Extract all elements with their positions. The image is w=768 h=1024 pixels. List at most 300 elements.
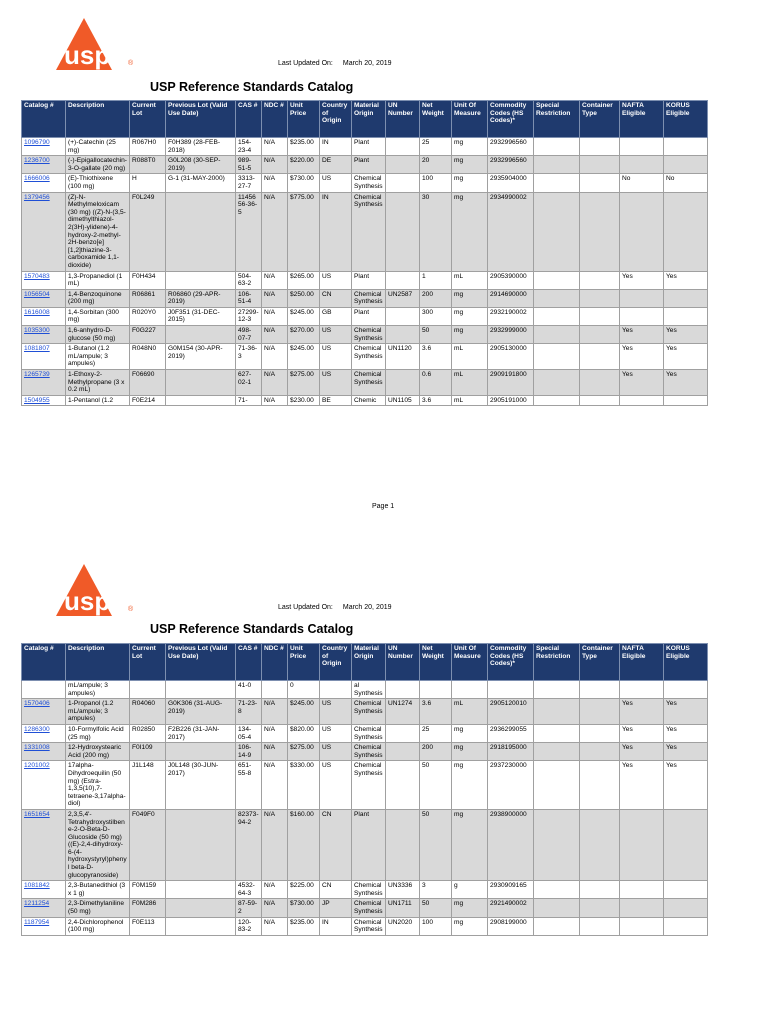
catalog-number-cell	[22, 174, 66, 192]
table-cell	[580, 326, 620, 344]
table-cell: Chemical Synthesis	[352, 917, 386, 935]
table-cell	[534, 156, 580, 174]
table-cell: Chemical Synthesis	[352, 761, 386, 810]
column-header: Country of Origin	[320, 644, 352, 681]
table-cell: mg	[452, 138, 488, 156]
table-cell: 2,4-Dichlorophenol (100 mg)	[66, 917, 130, 935]
table-cell	[620, 899, 664, 917]
table-cell	[166, 326, 236, 344]
table-row	[22, 899, 708, 917]
table-cell	[534, 881, 580, 899]
column-header: CAS #	[236, 101, 262, 138]
column-header: Country of Origin	[320, 101, 352, 138]
table-cell: Yes	[620, 743, 664, 761]
table-row	[22, 761, 708, 810]
table-cell: US	[320, 174, 352, 192]
page-title: USP Reference Standards Catalog	[150, 80, 354, 94]
column-header: Special Restriction	[534, 644, 580, 681]
table-cell: N/A	[262, 344, 288, 370]
catalog-number-link[interactable]: 1651654	[24, 810, 50, 818]
table-cell: IN	[320, 917, 352, 935]
table-cell: 10-Formylfolic Acid (25 mg)	[66, 724, 130, 742]
table-cell: mg	[452, 326, 488, 344]
table-cell: JP	[320, 899, 352, 917]
table-cell: N/A	[262, 743, 288, 761]
table-cell: 27299-12-3	[236, 307, 262, 325]
table-cell: 120-83-2	[236, 917, 262, 935]
table-cell	[534, 761, 580, 810]
table-cell: $730.00	[288, 174, 320, 192]
table-cell: N/A	[262, 289, 288, 307]
table-cell: Yes	[664, 699, 708, 725]
last-updated	[278, 60, 392, 67]
usp-logo	[56, 564, 136, 616]
table-cell: 498-07-7	[236, 326, 262, 344]
table-cell: 2930909165	[488, 881, 534, 899]
table-cell: 1,4-Sorbitan (300 mg)	[66, 307, 130, 325]
last-updated-label: Last Updated On:	[278, 604, 333, 611]
catalog-number-link[interactable]: 1201002	[24, 762, 50, 770]
table-cell	[262, 681, 288, 699]
table-cell	[166, 743, 236, 761]
table-cell: 2,3-Butanedithiol (3 x 1 g)	[66, 881, 130, 899]
catalog-number-cell	[22, 899, 66, 917]
catalog-number-cell	[22, 192, 66, 271]
table-cell: 2,3,5,4'-Tetrahydroxystilbene-2-O-Beta-D-Glucoside (50 mg) ((E)-2,4-dihydroxy-6-(4-hydroxystyryl)phenyl beta-D-glucopyranoside)	[66, 809, 130, 880]
last-updated-date: March 20, 2019	[342, 604, 392, 611]
column-header: Current Lot	[130, 644, 166, 681]
table-cell	[166, 881, 236, 899]
table-cell: 0	[288, 681, 320, 699]
table-cell	[580, 881, 620, 899]
table-cell: 504-63-2	[236, 271, 262, 289]
table-cell	[386, 724, 420, 742]
table-cell: mg	[452, 917, 488, 935]
table-cell: al Synthesis	[352, 681, 386, 699]
catalog-number-cell	[22, 156, 66, 174]
table-cell: $245.00	[288, 307, 320, 325]
table-cell	[386, 326, 420, 344]
table-cell: 2905191000	[488, 395, 534, 406]
table-row	[22, 699, 708, 725]
column-header: Current Lot	[130, 101, 166, 138]
table-cell	[386, 681, 420, 699]
table-cell: $160.00	[288, 809, 320, 880]
table-cell	[166, 192, 236, 271]
catalog-number-cell	[22, 743, 66, 761]
table-cell: J0F351 (31-DEC-2015)	[166, 307, 236, 325]
table-cell: 25	[420, 138, 452, 156]
column-header: UN Number	[386, 644, 420, 681]
last-updated-date: March 20, 2019	[342, 60, 392, 67]
column-header: Commodity Codes (HS Codes)*	[488, 644, 534, 681]
table-cell: 50	[420, 899, 452, 917]
column-header: Material Origin	[352, 644, 386, 681]
column-header: KORUS Eligible	[664, 644, 708, 681]
table-cell: 1-Ethoxy-2-Methylpropane (3 x 0.2 mL)	[66, 370, 130, 396]
table-cell: Yes	[664, 370, 708, 396]
table-cell: F06690	[130, 370, 166, 396]
table-cell: UN1120	[386, 344, 420, 370]
table-cell: BE	[320, 395, 352, 406]
table-cell	[166, 917, 236, 935]
table-cell	[580, 192, 620, 271]
table-cell: R04060	[130, 699, 166, 725]
table-cell	[420, 681, 452, 699]
column-header: Catalog #	[22, 101, 66, 138]
table-cell	[620, 192, 664, 271]
table-cell	[386, 761, 420, 810]
table-cell: UN2587	[386, 289, 420, 307]
table-cell	[386, 174, 420, 192]
table-cell: 2905130000	[488, 344, 534, 370]
table-cell: 154-23-4	[236, 138, 262, 156]
table-cell	[534, 681, 580, 699]
table-row	[22, 743, 708, 761]
table-cell	[620, 289, 664, 307]
catalog-number-link[interactable]: 1035300	[24, 327, 50, 335]
table-cell: 2937230000	[488, 761, 534, 810]
column-header: Unit Price	[288, 644, 320, 681]
table-row	[22, 156, 708, 174]
table-cell: Chemical Synthesis	[352, 344, 386, 370]
table-cell: Plant	[352, 271, 386, 289]
table-cell: Yes	[620, 344, 664, 370]
catalog-number-link[interactable]: 1081842	[24, 882, 50, 890]
table-row	[22, 395, 708, 406]
table-cell: $235.00	[288, 917, 320, 935]
table-cell: No	[620, 174, 664, 192]
table-cell: 989-51-5	[236, 156, 262, 174]
catalog-number-link[interactable]: 1504955	[24, 396, 50, 404]
table-cell: F2B226 (31-JAN-2017)	[166, 724, 236, 742]
table-cell	[620, 917, 664, 935]
table-cell	[580, 370, 620, 396]
table-cell: Yes	[664, 326, 708, 344]
table-cell: Chemical Synthesis	[352, 289, 386, 307]
table-cell: N/A	[262, 174, 288, 192]
table-cell: mL	[452, 699, 488, 725]
table-row	[22, 138, 708, 156]
table-cell: mg	[452, 156, 488, 174]
svg-text:usp: usp	[64, 40, 111, 70]
catalog-number-link[interactable]: 1570406	[24, 700, 50, 708]
column-header: Description	[66, 101, 130, 138]
table-cell: 2921490002	[488, 899, 534, 917]
table-cell: mg	[452, 743, 488, 761]
svg-text:®: ®	[128, 60, 134, 67]
catalog-number-link[interactable]: 1096790	[24, 139, 50, 146]
table-header-row	[22, 644, 708, 681]
table-cell: 651-55-8	[236, 761, 262, 810]
column-header: Net Weight	[420, 101, 452, 138]
catalog-number-link[interactable]: 1286300	[24, 725, 50, 733]
catalog-number-cell	[22, 271, 66, 289]
table-cell: 100	[420, 917, 452, 935]
table-cell: N/A	[262, 899, 288, 917]
table-cell	[534, 724, 580, 742]
table-cell: mL	[452, 344, 488, 370]
table-cell: R020Y0	[130, 307, 166, 325]
table-row	[22, 344, 708, 370]
column-header: NAFTA Eligible	[620, 101, 664, 138]
table-header-row	[22, 101, 708, 138]
table-cell: 12-Hydroxystearic Acid (200 mg)	[66, 743, 130, 761]
table-cell: mg	[452, 761, 488, 810]
table-cell: IN	[320, 192, 352, 271]
table-cell: G-1 (31-MAY-2000)	[166, 174, 236, 192]
table-cell: F0H389 (28-FEB-2018)	[166, 138, 236, 156]
catalog-number-cell	[22, 699, 66, 725]
table-row	[22, 307, 708, 325]
table-cell: mg	[452, 809, 488, 880]
table-cell: mL	[452, 395, 488, 406]
table-cell: R067H0	[130, 138, 166, 156]
table-cell: Yes	[620, 724, 664, 742]
column-header: Special Restriction	[534, 101, 580, 138]
table-cell: 106-14-9	[236, 743, 262, 761]
table-cell	[534, 917, 580, 935]
table-row	[22, 192, 708, 271]
table-cell: UN3336	[386, 881, 420, 899]
table-cell	[580, 307, 620, 325]
catalog-number-cell	[22, 395, 66, 406]
table-cell: 2935904000	[488, 174, 534, 192]
table-cell: Chemical Synthesis	[352, 743, 386, 761]
table-cell: Yes	[664, 761, 708, 810]
table-cell	[580, 156, 620, 174]
table-cell: H	[130, 174, 166, 192]
table-cell: R088T0	[130, 156, 166, 174]
table-cell: mg	[452, 724, 488, 742]
table-cell	[534, 809, 580, 880]
column-header: Container Type	[580, 101, 620, 138]
column-header: Unit Price	[288, 101, 320, 138]
table-cell: 2938900000	[488, 809, 534, 880]
table-cell: 4532-64-3	[236, 881, 262, 899]
table-cell: US	[320, 699, 352, 725]
table-cell	[664, 307, 708, 325]
table-cell: 1145656-36-5	[236, 192, 262, 271]
table-cell: Chemic	[352, 395, 386, 406]
table-cell: 3	[420, 881, 452, 899]
table-cell: 1,3-Propanediol (1 mL)	[66, 271, 130, 289]
table-cell: N/A	[262, 370, 288, 396]
page-title: USP Reference Standards Catalog	[150, 622, 354, 636]
table-cell: Yes	[620, 761, 664, 810]
table-cell: 3313-27-7	[236, 174, 262, 192]
table-cell: $275.00	[288, 743, 320, 761]
catalog-number-link[interactable]: 1081807	[24, 345, 50, 353]
table-cell: N/A	[262, 881, 288, 899]
table-cell: Chemical Synthesis	[352, 724, 386, 742]
table-cell: 1,6-anhydro-D-glucose (50 mg)	[66, 326, 130, 344]
page-number: Page 1	[372, 503, 395, 510]
catalog-number-cell	[22, 344, 66, 370]
table-cell: Chemical Synthesis	[352, 899, 386, 917]
table-cell	[534, 395, 580, 406]
table-cell: 1,4-Benzoquinone (200 mg)	[66, 289, 130, 307]
table-cell	[580, 699, 620, 725]
table-cell: N/A	[262, 326, 288, 344]
table-cell	[620, 156, 664, 174]
table-cell: 100	[420, 174, 452, 192]
table-cell	[664, 192, 708, 271]
table-cell	[534, 899, 580, 917]
table-cell: 200	[420, 743, 452, 761]
table-cell: US	[320, 743, 352, 761]
table-row	[22, 681, 708, 699]
table-cell: Chemical Synthesis	[352, 192, 386, 271]
table-cell	[386, 743, 420, 761]
catalog-number-cell	[22, 370, 66, 396]
table-cell: 50	[420, 809, 452, 880]
catalog-number-link[interactable]: 1616008	[24, 308, 50, 316]
table-cell	[534, 344, 580, 370]
table-cell	[534, 192, 580, 271]
table-cell: 30	[420, 192, 452, 271]
table-cell: N/A	[262, 809, 288, 880]
table-cell	[620, 138, 664, 156]
table-cell: J0L148 (30-JUN-2017)	[166, 761, 236, 810]
table-cell: UN1274	[386, 699, 420, 725]
table-cell	[534, 370, 580, 396]
table-cell: 82373-94-2	[236, 809, 262, 880]
column-header: KORUS Eligible	[664, 101, 708, 138]
column-header: UN Number	[386, 101, 420, 138]
column-header: Catalog #	[22, 644, 66, 681]
table-cell	[580, 289, 620, 307]
table-cell: N/A	[262, 917, 288, 935]
table-cell	[386, 307, 420, 325]
usp-logo	[56, 18, 136, 70]
table-cell: Chemical Synthesis	[352, 326, 386, 344]
table-cell: G0L208 (30-SEP-2019)	[166, 156, 236, 174]
table-cell: $265.00	[288, 271, 320, 289]
table-cell: 71-	[236, 395, 262, 406]
table-cell: $220.00	[288, 156, 320, 174]
catalog-number-link[interactable]: 1211254	[24, 900, 50, 908]
table-cell: g	[452, 881, 488, 899]
table-cell	[534, 289, 580, 307]
table-cell: Plant	[352, 809, 386, 880]
table-cell: US	[320, 326, 352, 344]
table-cell	[386, 138, 420, 156]
table-cell	[166, 809, 236, 880]
column-header: Description	[66, 644, 130, 681]
table-cell: F049F0	[130, 809, 166, 880]
table-cell: 25	[420, 724, 452, 742]
table-cell: CN	[320, 809, 352, 880]
table-cell: N/A	[262, 761, 288, 810]
catalog-number-cell	[22, 761, 66, 810]
table-cell: Yes	[620, 699, 664, 725]
table-cell: US	[320, 344, 352, 370]
table-cell: 3.6	[420, 699, 452, 725]
table-cell: 2905120010	[488, 699, 534, 725]
table-cell: 87-59-2	[236, 899, 262, 917]
table-row	[22, 326, 708, 344]
catalog-number-link[interactable]: 1570483	[24, 272, 50, 280]
table-cell	[534, 271, 580, 289]
catalog-number-link[interactable]: 1056504	[24, 290, 50, 298]
table-cell	[534, 326, 580, 344]
table-cell: F0L249	[130, 192, 166, 271]
svg-text:usp: usp	[64, 586, 111, 616]
table-cell: 1-Pentanol (1.2	[66, 395, 130, 406]
table-cell: CN	[320, 881, 352, 899]
table-cell	[386, 192, 420, 271]
catalog-number-link[interactable]: 1265739	[24, 371, 50, 379]
table-cell: Chemical Synthesis	[352, 699, 386, 725]
table-cell: 106-51-4	[236, 289, 262, 307]
table-cell	[166, 681, 236, 699]
table-row	[22, 271, 708, 289]
table-cell: $225.00	[288, 881, 320, 899]
column-header: Previous Lot (Valid Use Date)	[166, 644, 236, 681]
table-cell: No	[664, 174, 708, 192]
table-cell: IN	[320, 138, 352, 156]
table-cell: 17alpha-Dihydroequilin (50 mg) (Estra-1,3,5(10),7-tetraene-3,17alpha-diol)	[66, 761, 130, 810]
catalog-number-link[interactable]: 1331008	[24, 744, 50, 752]
table-row	[22, 370, 708, 396]
table-cell: DE	[320, 156, 352, 174]
table-cell	[664, 156, 708, 174]
table-cell: mL/ampule; 3 ampules)	[66, 681, 130, 699]
table-cell: US	[320, 761, 352, 810]
table-cell: Plant	[352, 138, 386, 156]
catalog-page-2	[0, 528, 768, 1024]
table-cell: 1-Propanol (1.2 mL/ampule; 3 ampules)	[66, 699, 130, 725]
table-cell: UN2020	[386, 917, 420, 935]
table-cell	[386, 809, 420, 880]
catalog-number-link[interactable]: 1236700	[24, 157, 50, 165]
table-cell	[664, 809, 708, 880]
column-header: Commodity Codes (HS Codes)*	[488, 101, 534, 138]
last-updated-label: Last Updated On:	[278, 60, 333, 67]
table-cell: Chemical Synthesis	[352, 370, 386, 396]
table-cell: N/A	[262, 307, 288, 325]
table-cell: mL	[452, 370, 488, 396]
table-cell: 2936299055	[488, 724, 534, 742]
table-cell: $330.00	[288, 761, 320, 810]
table-cell: G0K306 (31-AUG-2019)	[166, 699, 236, 725]
column-header: NAFTA Eligible	[620, 644, 664, 681]
table-cell: 1-Butanol (1.2 mL/ampule; 3 ampules)	[66, 344, 130, 370]
catalog-number-link[interactable]: 1187954	[24, 918, 50, 926]
table-cell: $820.00	[288, 724, 320, 742]
table-cell: Yes	[620, 271, 664, 289]
table-cell: Chemical Synthesis	[352, 881, 386, 899]
table-cell: 71-23-8	[236, 699, 262, 725]
table-cell: 200	[420, 289, 452, 307]
table-row	[22, 724, 708, 742]
table-row	[22, 917, 708, 935]
table-cell	[664, 899, 708, 917]
table-cell: $730.00	[288, 899, 320, 917]
table-cell: F0I109	[130, 743, 166, 761]
catalog-number-link[interactable]: 1666006	[24, 175, 50, 183]
table-cell	[620, 681, 664, 699]
catalog-number-cell	[22, 809, 66, 880]
table-cell: R06861	[130, 289, 166, 307]
table-cell: R048N0	[130, 344, 166, 370]
table-cell: 2908199000	[488, 917, 534, 935]
table-row	[22, 881, 708, 899]
catalog-number-link[interactable]: 1379456	[24, 193, 50, 201]
table-cell: UN1105	[386, 395, 420, 406]
table-cell: F0G227	[130, 326, 166, 344]
